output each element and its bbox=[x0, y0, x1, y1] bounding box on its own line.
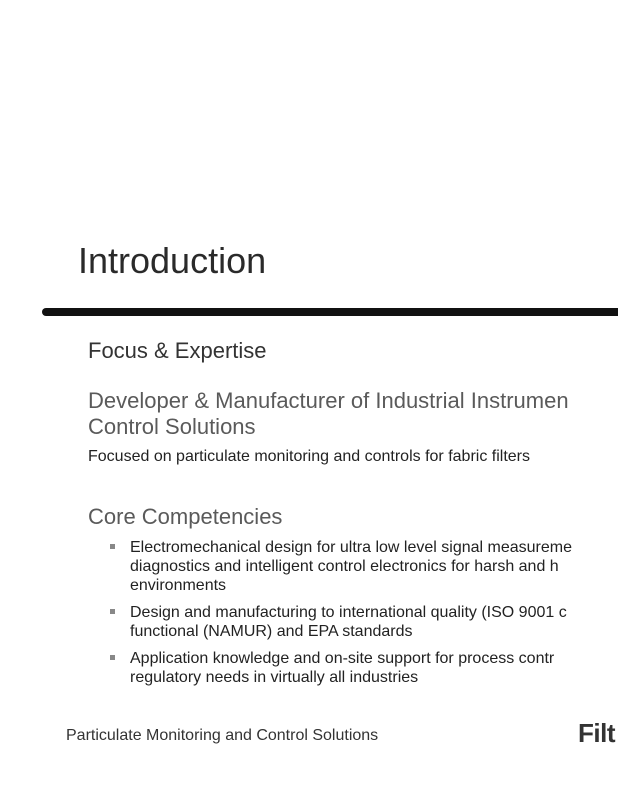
developer-line: Developer & Manufacturer of Industrial Instrumen bbox=[88, 388, 569, 413]
focus-description: Focused on particulate monitoring and controls for fabric filters bbox=[88, 448, 530, 465]
footer-text: Particulate Monitoring and Control Solutions bbox=[66, 727, 379, 744]
focus-heading: Focus & Expertise bbox=[88, 338, 267, 363]
list-item-line: Application knowledge and on-site support for process contr bbox=[130, 650, 555, 667]
list-item bbox=[108, 603, 618, 641]
list-item-line: diagnostics and intelligent control electronics for harsh and h bbox=[130, 558, 559, 575]
bullet-square-icon bbox=[110, 544, 115, 549]
company-logo: Filt bbox=[578, 718, 615, 748]
list-item-line: Design and manufacturing to international quality (ISO 9001 c bbox=[130, 604, 567, 621]
competencies-list bbox=[108, 538, 618, 695]
bullet-square-icon bbox=[110, 655, 115, 660]
core-competencies-heading: Core Competencies bbox=[88, 504, 283, 529]
list-item-line: environments bbox=[130, 577, 227, 594]
bullet-square-icon bbox=[110, 609, 115, 614]
list-item-line: Electromechanical design for ultra low level signal measureme bbox=[130, 539, 572, 556]
slide-title: Introduction bbox=[78, 240, 267, 281]
title-divider bbox=[42, 308, 618, 316]
developer-line: Control Solutions bbox=[88, 414, 256, 439]
list-item-line: regulatory needs in virtually all industries bbox=[130, 669, 419, 686]
list-item bbox=[108, 538, 618, 595]
developer-subheading bbox=[88, 388, 618, 440]
list-item bbox=[108, 649, 618, 687]
list-item-line: functional (NAMUR) and EPA standards bbox=[130, 623, 413, 640]
